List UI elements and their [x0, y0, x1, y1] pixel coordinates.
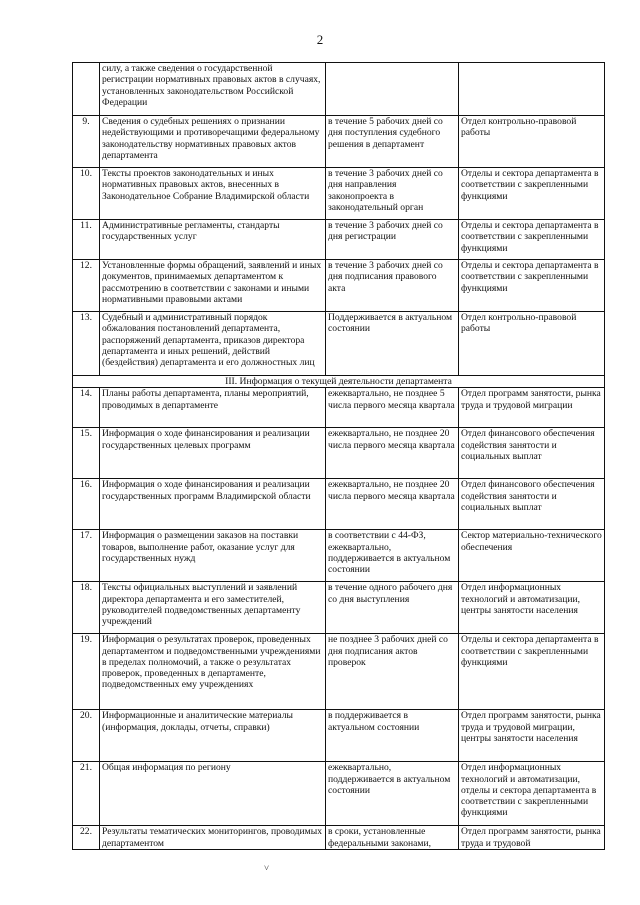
information-table	[72, 62, 605, 850]
row-responsible: Отдел информационных технологий и автоматизации, отделы и сектора департамента в соответствии с закрепленными функциями	[459, 762, 605, 826]
row-number: 19.	[73, 634, 100, 710]
row-deadline: в течение 3 рабочих дней со дня подписания правового акта	[326, 260, 459, 312]
row-responsible	[459, 63, 605, 116]
row-name: Судебный и административный порядок обжалования постановлений департамента, распоряжений департамента, приказов директора департамента и иных решений, действий (бездействия) департамента и его должностных лиц	[100, 312, 326, 376]
row-name: Планы работы департамента, планы мероприятий, проводимых в департаменте	[100, 388, 326, 428]
row-name: Информационные и аналитические материалы (информация, доклады, отчеты, справки)	[100, 710, 326, 762]
row-number: 12.	[73, 260, 100, 312]
row-deadline: ежеквартально, не позднее 5 числа первого месяца квартала	[326, 388, 459, 428]
table-row	[73, 826, 605, 850]
row-name: Общая информация по региону	[100, 762, 326, 826]
row-number: 15.	[73, 428, 100, 479]
row-deadline: в течение 5 рабочих дней со дня поступления судебного решения в департамент	[326, 116, 459, 168]
row-number: 9.	[73, 116, 100, 168]
table-row	[73, 388, 605, 428]
row-responsible: Отдел программ занятости, рынка труда и трудовой миграции, центры занятости населения	[459, 710, 605, 762]
table-row	[73, 312, 605, 376]
table-row	[73, 63, 605, 116]
row-number: 20.	[73, 710, 100, 762]
table-row	[73, 428, 605, 479]
row-deadline: ежеквартально, поддерживается в актуальном состоянии	[326, 762, 459, 826]
row-number	[73, 63, 100, 116]
row-name: Информация о размещении заказов на поставки товаров, выполнение работ, оказание услуг для государственных нужд	[100, 530, 326, 582]
row-responsible: Отдел программ занятости, рынка труда и трудовой	[459, 826, 605, 850]
row-number: 13.	[73, 312, 100, 376]
table-row	[73, 168, 605, 220]
row-deadline: ежеквартально, не позднее 20 числа первого месяца квартала	[326, 479, 459, 530]
row-deadline: в сроки, установленные федеральными законами,	[326, 826, 459, 850]
row-name: Результаты тематических мониторингов, проводимых департаментом	[100, 826, 326, 850]
row-number: 18.	[73, 582, 100, 634]
row-responsible: Отдел контрольно-правовой работы	[459, 312, 605, 376]
row-responsible: Сектор материально-технического обеспечения	[459, 530, 605, 582]
row-name: Административные регламенты, стандарты государственных услуг	[100, 220, 326, 260]
row-deadline: Поддерживается в актуальном состоянии	[326, 312, 459, 376]
row-number: 17.	[73, 530, 100, 582]
table-row	[73, 634, 605, 710]
row-responsible: Отделы и сектора департамента в соответствии с закрепленными функциями	[459, 220, 605, 260]
row-responsible: Отделы и сектора департамента в соответствии с закрепленными функциями	[459, 634, 605, 710]
section-title: III. Информация о текущей деятельности департамента	[73, 376, 605, 388]
table-row	[73, 116, 605, 168]
row-deadline: в соответствии с 44-ФЗ, ежеквартально, поддерживается в актуальном состоянии	[326, 530, 459, 582]
row-number: 14.	[73, 388, 100, 428]
row-name: Тексты официальных выступлений и заявлений директора департамента и его заместителей, руководителей подведомственных департаменту учреждений	[100, 582, 326, 634]
page-number: 2	[316, 32, 324, 47]
row-deadline: в поддерживается в актуальном состоянии	[326, 710, 459, 762]
row-responsible: Отделы и сектора департамента в соответствии с закрепленными функциями	[459, 260, 605, 312]
row-number: 21.	[73, 762, 100, 826]
row-name: Информация о ходе финансирования и реализации государственных целевых программ	[100, 428, 326, 479]
row-responsible: Отдел финансового обеспечения содействия занятости и социальных выплат	[459, 479, 605, 530]
row-name: Информация о результатах проверок, проведенных департаментом и подведомственными учреждениями в пределах полномочий, а также о результатах проверок, проведенных в департаменте, подведомственных ему учреждениях	[100, 634, 326, 710]
bottom-mark: ˅	[264, 863, 270, 873]
table-row	[73, 582, 605, 634]
table-row	[73, 479, 605, 530]
row-deadline: в течение одного рабочего дня со дня выступления	[326, 582, 459, 634]
row-number: 11.	[73, 220, 100, 260]
row-number: 16.	[73, 479, 100, 530]
row-deadline: ежеквартально, не позднее 20 числа первого месяца квартала	[326, 428, 459, 479]
row-responsible: Отдел программ занятости, рынка труда и трудовой миграции	[459, 388, 605, 428]
table-row	[73, 710, 605, 762]
table-row	[73, 762, 605, 826]
section-row	[73, 376, 605, 388]
row-name: Установленные формы обращений, заявлений и иных документов, принимаемых департаментом к рассмотрению в соответствии с законами и иными нормативными правовыми актами	[100, 260, 326, 312]
row-name: Информация о ходе финансирования и реализации государственных программ Владимирской области	[100, 479, 326, 530]
row-number: 22.	[73, 826, 100, 850]
row-deadline: в течение 3 рабочих дней со дня регистрации	[326, 220, 459, 260]
row-responsible: Отдел финансового обеспечения содействия занятости и социальных выплат	[459, 428, 605, 479]
row-number: 10.	[73, 168, 100, 220]
row-responsible: Отделы и сектора департамента в соответствии с закрепленными функциями	[459, 168, 605, 220]
row-name: силу, а также сведения о государственной регистрации нормативных правовых актов в случаях, установленных законодательством Российской Федерации	[100, 63, 326, 116]
row-deadline: в течение 3 рабочих дней со дня направления законопроекта в законодательный орган	[326, 168, 459, 220]
row-name: Тексты проектов законодательных и иных нормативных правовых актов, внесенных в Законодательное Собрание Владимирской области	[100, 168, 326, 220]
table-row	[73, 530, 605, 582]
table-row	[73, 260, 605, 312]
table-row	[73, 220, 605, 260]
row-name: Сведения о судебных решениях о признании недействующими и противоречащими федеральному законодательству нормативных правовых актов департамента	[100, 116, 326, 168]
row-responsible: Отдел информационных технологий и автоматизации, центры занятости населения	[459, 582, 605, 634]
row-responsible: Отдел контрольно-правовой работы	[459, 116, 605, 168]
row-deadline: не позднее 3 рабочих дней со дня подписания актов проверок	[326, 634, 459, 710]
row-deadline	[326, 63, 459, 116]
